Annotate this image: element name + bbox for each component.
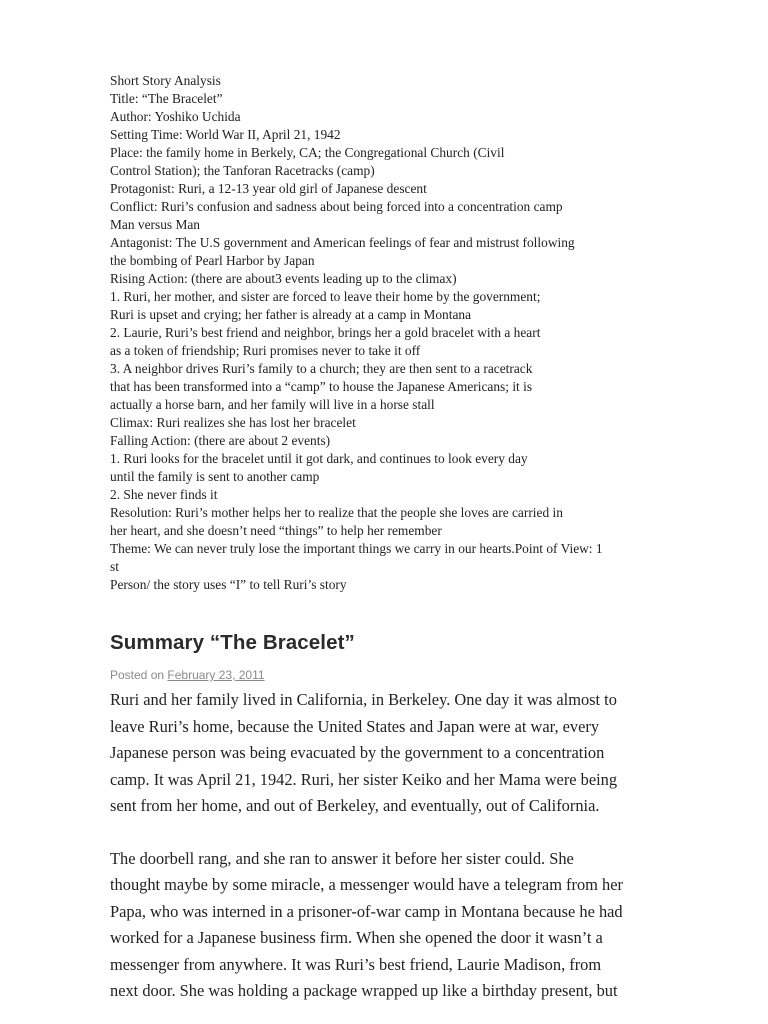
analysis-line: Protagonist: Ruri, a 12-13 year old girl of Japanese descent <box>110 181 427 196</box>
paragraph-line: thought maybe by some miracle, a messenger would have a telegram from her <box>110 875 623 894</box>
posted-on-label: Posted on <box>110 668 165 682</box>
paragraph-line: worked for a Japanese business firm. When she opened the door it wasn’t a <box>110 928 603 947</box>
paragraph-line: Papa, who was interned in a prisoner-of-war camp in Montana because he had <box>110 901 623 921</box>
analysis-line: Resolution: Ruri’s mother helps her to realize that the people she loves are carried in <box>110 505 563 520</box>
analysis-line: as a token of friendship; Ruri promises never to take it off <box>110 343 421 358</box>
analysis-line: Falling Action: (there are about 2 events) <box>110 433 331 448</box>
paragraph-line: next door. She was holding a package wrapped up like a birthday present, but <box>110 981 618 1000</box>
analysis-line: Title: “The Bracelet” <box>110 91 223 106</box>
analysis-line: 1. Ruri, her mother, and sister are forced to leave their home by the government; <box>110 289 541 304</box>
analysis-line: Person/ the story uses “I” to tell Ruri’s story <box>110 577 347 592</box>
summary-paragraph-2 <box>110 846 730 1005</box>
analysis-line: Control Station); the Tanforan Racetracks (camp) <box>110 163 375 178</box>
paragraph-line: Japanese person was being evacuated by the government to a concentration <box>110 743 605 762</box>
analysis-line: Theme: We can never truly lose the important things we carry in our hearts.Point of View: 1 <box>110 541 603 556</box>
paragraph-line: camp. It was April 21, 1942. Ruri, her sister Keiko and her Mama were being <box>110 769 618 789</box>
analysis-line: Short Story Analysis <box>110 73 221 88</box>
analysis-line: Antagonist: The U.S government and American feelings of fear and mistrust following <box>110 235 575 250</box>
paragraph-line: The doorbell rang, and she ran to answer it before her sister could. She <box>110 848 574 868</box>
analysis-line: Ruri is upset and crying; her father is already at a camp in Montana <box>110 307 472 322</box>
analysis-line: Author: Yoshiko Uchida <box>110 109 241 124</box>
paragraph-line: sent from her home, and out of Berkeley, and eventually, out of California. <box>110 796 600 815</box>
summary-paragraph-1 <box>110 687 730 820</box>
summary-title: Summary “The Bracelet” <box>110 631 355 654</box>
analysis-line: Man versus Man <box>110 217 201 232</box>
analysis-line: that has been transformed into a “camp” to house the Japanese Americans; it is <box>110 379 533 394</box>
paragraph-line: leave Ruri’s home, because the United States and Japan were at war, every <box>110 716 600 736</box>
analysis-line: until the family is sent to another camp <box>110 469 320 484</box>
analysis-line: Setting Time: World War II, April 21, 1942 <box>110 127 341 142</box>
analysis-line: st <box>110 559 119 574</box>
paragraph-line: Ruri and her family lived in California, in Berkeley. One day it was almost to <box>110 690 617 709</box>
analysis-line: her heart, and she doesn’t need “things” to help her remember <box>110 523 442 538</box>
analysis-line: Conflict: Ruri’s confusion and sadness about being forced into a concentration camp <box>110 199 563 214</box>
post-meta <box>110 668 730 682</box>
analysis-line: Rising Action: (there are about3 events leading up to the climax) <box>110 271 457 286</box>
analysis-line: the bombing of Pearl Harbor by Japan <box>110 253 315 268</box>
analysis-line: 1. Ruri looks for the bracelet until it got dark, and continues to look every day <box>110 451 528 466</box>
analysis-line: 3. A neighbor drives Ruri’s family to a church; they are then sent to a racetrack <box>110 361 533 376</box>
analysis-line: 2. Laurie, Ruri’s best friend and neighbor, brings her a gold bracelet with a heart <box>110 325 541 340</box>
analysis-line: actually a horse barn, and her family will live in a horse stall <box>110 397 435 412</box>
post-date-link[interactable]: February 23, 2011 <box>167 668 265 682</box>
short-story-analysis <box>110 72 730 594</box>
analysis-line: Place: the family home in Berkely, CA; the Congregational Church (Civil <box>110 145 505 160</box>
analysis-line: 2. She never finds it <box>110 487 218 502</box>
document-page <box>110 72 730 1005</box>
analysis-line: Climax: Ruri realizes she has lost her bracelet <box>110 415 356 430</box>
paragraph-line: messenger from anywhere. It was Ruri’s best friend, Laurie Madison, from <box>110 954 602 974</box>
